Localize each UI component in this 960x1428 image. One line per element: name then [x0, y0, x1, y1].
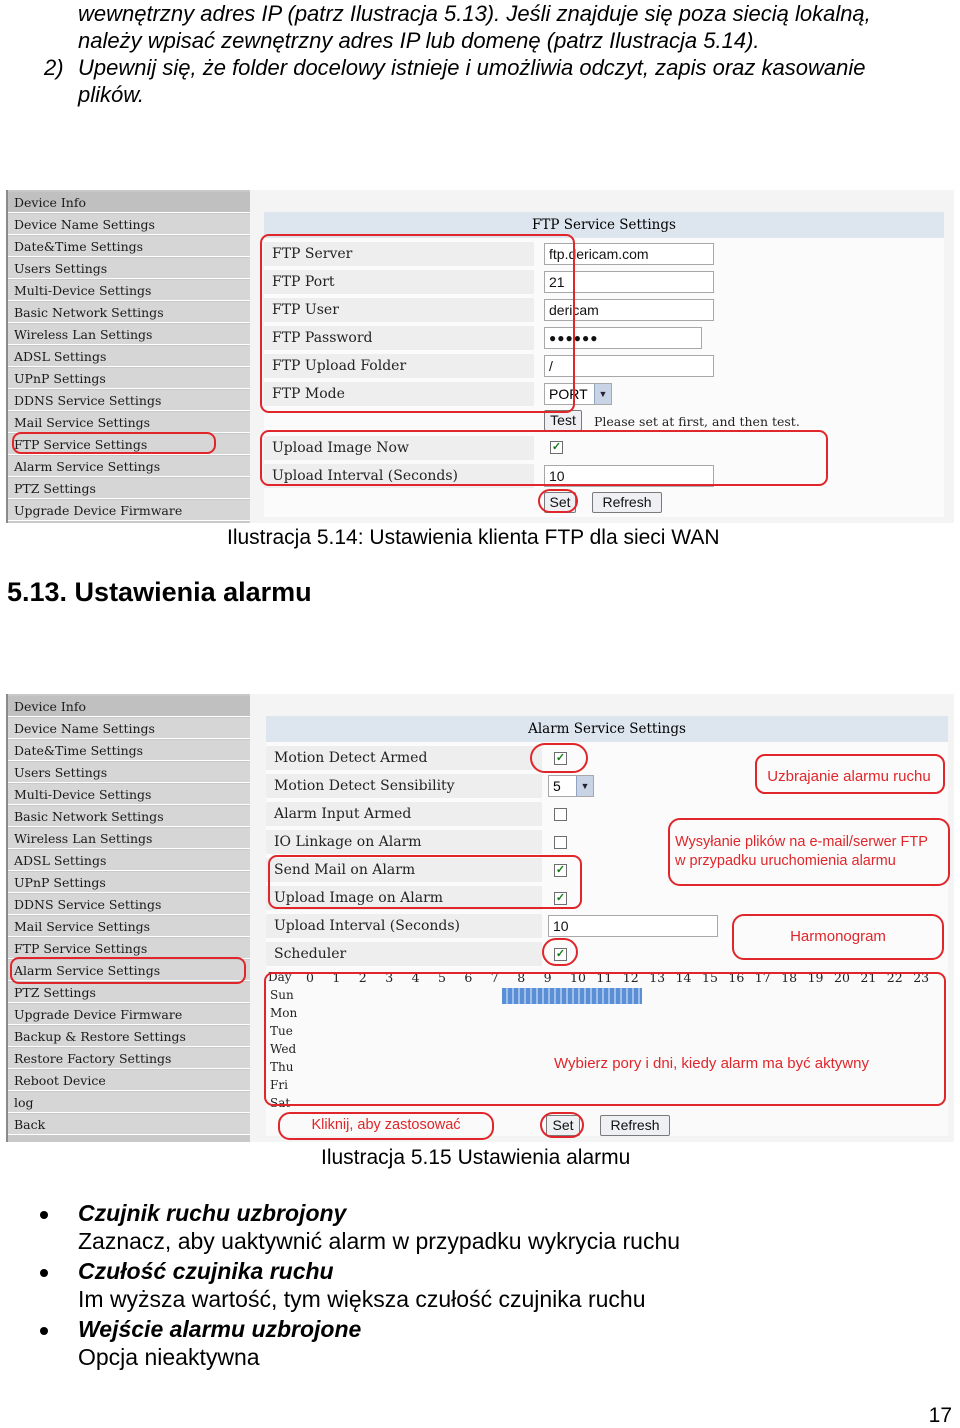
- sidebar-menu: [8, 190, 250, 523]
- highlight-upload-fields: [260, 430, 828, 486]
- caption-5-15: Ilustracja 5.15 Ustawienia alarmu: [321, 1146, 631, 1169]
- highlight-set-button: [540, 1112, 584, 1138]
- schedule-hour-9[interactable]: 9: [543, 970, 552, 985]
- sidebar-item-alarm[interactable]: Alarm Service Settings: [8, 960, 250, 981]
- intro-line-1: wewnętrzny adres IP (patrz Ilustracja 5.13). Jeśli znajduje się poza siecią lokalną,: [78, 1, 871, 26]
- bullet-icon: [40, 1211, 48, 1219]
- chevron-down-icon: ▼: [594, 384, 611, 404]
- ftp-password-label: FTP Password: [264, 326, 534, 350]
- day-fri[interactable]: Fri: [270, 1078, 288, 1092]
- sidebar-item-upgrade-firmware[interactable]: Upgrade Device Firmware: [8, 500, 250, 521]
- ftp-user-label: FTP User: [264, 298, 534, 322]
- send-mail-label: Send Mail on Alarm: [266, 858, 542, 882]
- annotation-sending-2: w przypadku uruchomienia alarmu: [675, 853, 896, 869]
- ftp-port-input[interactable]: 21: [544, 271, 714, 293]
- schedule-hour-16[interactable]: 16: [728, 970, 745, 985]
- sidebar-menu-2: [8, 694, 250, 1142]
- input-armed-checkbox[interactable]: [554, 808, 567, 821]
- caption-5-14: Ilustracja 5.14: Ustawienia klienta FTP dla sieci WAN: [227, 526, 720, 549]
- ftp-server-input[interactable]: ftp.dericam.com: [544, 243, 714, 265]
- send-mail-checkbox[interactable]: ✓: [555, 864, 566, 876]
- ftp-port-label: FTP Port: [264, 270, 534, 294]
- interval-input[interactable]: 10: [548, 915, 718, 937]
- sidebar-item-users[interactable]: Users Settings: [8, 258, 250, 279]
- panel-title: Alarm Service Settings: [266, 716, 948, 742]
- annotation-apply: Kliknij, aby zastosować: [311, 1117, 461, 1133]
- io-linkage-checkbox[interactable]: [554, 836, 567, 849]
- schedule-hour-20[interactable]: 20: [834, 970, 850, 985]
- schedule-hour-23[interactable]: 23: [913, 970, 930, 985]
- schedule-hour-10[interactable]: 10: [570, 970, 586, 985]
- day-wed[interactable]: Wed: [270, 1042, 297, 1056]
- ftp-user-input[interactable]: dericam: [544, 299, 714, 321]
- sidebar-item-device-info[interactable]: Device Info: [8, 192, 250, 213]
- ftp-folder-label: FTP Upload Folder: [264, 354, 534, 378]
- ftp-settings-screenshot: [6, 190, 954, 523]
- sidebar-item-backup-restore[interactable]: Backup & Restore Settings: [8, 1026, 250, 1047]
- schedule-hour-6[interactable]: 6: [464, 970, 473, 985]
- upload-interval-label: Upload Interval (Seconds): [264, 464, 534, 488]
- schedule-hour-0[interactable]: 0: [306, 970, 314, 985]
- io-linkage-label: IO Linkage on Alarm: [266, 830, 542, 854]
- schedule-hour-22[interactable]: 22: [886, 970, 903, 985]
- sidebar-item-multi-device[interactable]: Multi-Device Settings: [8, 784, 250, 805]
- highlight-ftp-menu: [12, 432, 216, 454]
- sidebar-item-users[interactable]: Users Settings: [8, 762, 250, 783]
- sidebar-item-device-info[interactable]: Device Info: [8, 696, 250, 717]
- test-button[interactable]: Test: [544, 410, 582, 431]
- sidebar-item-basic-network[interactable]: Basic Network Settings: [8, 806, 250, 827]
- scheduler-label: Scheduler: [266, 942, 542, 966]
- bullet-2-title: Czułość czujnika ruchu: [78, 1258, 334, 1284]
- section-heading: 5.13. Ustawienia alarmu: [7, 577, 312, 607]
- day-sun[interactable]: Sun: [270, 988, 294, 1002]
- sidebar-item-basic-network[interactable]: Basic Network Settings: [8, 302, 250, 323]
- highlight-send-upload: [268, 855, 582, 909]
- sensibility-select[interactable]: [548, 775, 594, 797]
- annotation-schedule: Harmonogram: [790, 928, 886, 945]
- ftp-mode-value: PORT: [549, 386, 588, 402]
- item-2-line-2: plików.: [78, 82, 145, 107]
- sidebar-item-log[interactable]: log: [8, 1092, 250, 1113]
- day-thu[interactable]: Thu: [270, 1060, 294, 1074]
- panel-title: FTP Service Settings: [264, 212, 944, 238]
- day-sat[interactable]: Sat: [270, 1096, 291, 1110]
- sidebar-item-wireless-lan[interactable]: Wireless Lan Settings: [8, 828, 250, 849]
- ftp-folder-input[interactable]: /: [544, 355, 714, 377]
- interval-label: Upload Interval (Seconds): [266, 914, 542, 938]
- schedule-hour-15[interactable]: 15: [702, 970, 718, 985]
- schedule-hour-18[interactable]: 18: [781, 970, 798, 985]
- sidebar-item-ddns[interactable]: DDNS Service Settings: [8, 894, 250, 915]
- upload-image-checkbox[interactable]: ✓: [555, 892, 566, 904]
- bullet-1-title: Czujnik ruchu uzbrojony: [78, 1200, 347, 1226]
- schedule-day-header: Day: [268, 970, 292, 984]
- schedule-hour-17[interactable]: 17: [754, 970, 771, 985]
- schedule-hour-11[interactable]: 11: [596, 970, 613, 985]
- sidebar-item-back[interactable]: Back: [8, 1114, 250, 1135]
- schedule-hour-4[interactable]: 4: [411, 970, 420, 985]
- sidebar-item-mail[interactable]: Mail Service Settings: [8, 412, 250, 433]
- set-button[interactable]: Set: [546, 1115, 580, 1136]
- ftp-server-label: FTP Server: [264, 242, 534, 266]
- highlight-ftp-fields: [260, 234, 575, 413]
- sensibility-label: Motion Detect Sensibility: [266, 774, 542, 798]
- sidebar-item-ftp[interactable]: FTP Service Settings: [8, 938, 250, 959]
- ftp-password-input[interactable]: ●●●●●●: [544, 327, 702, 349]
- sidebar-item-upnp[interactable]: UPnP Settings: [8, 368, 250, 389]
- schedule-hour-19[interactable]: 19: [807, 970, 824, 985]
- sensibility-value: 5: [553, 778, 561, 794]
- sidebar-item-ddns[interactable]: DDNS Service Settings: [8, 390, 250, 411]
- annotation-arming: Uzbrajanie alarmu ruchu: [767, 768, 931, 785]
- refresh-button[interactable]: Refresh: [592, 492, 662, 513]
- sidebar-item-device-name[interactable]: Device Name Settings: [8, 718, 250, 739]
- schedule-hour-12[interactable]: 12: [622, 970, 639, 985]
- sidebar-item-adsl[interactable]: ADSL Settings: [8, 346, 250, 367]
- sidebar-item-mail[interactable]: Mail Service Settings: [8, 916, 250, 937]
- highlight-alarm-menu: [10, 957, 246, 984]
- highlight-scheduler-checkbox: [542, 938, 578, 966]
- alarm-settings-screenshot: [6, 694, 954, 1142]
- sidebar-item-multi-device[interactable]: Multi-Device Settings: [8, 280, 250, 301]
- schedule-hour-2[interactable]: 2: [358, 970, 367, 985]
- upload-now-label: Upload Image Now: [264, 436, 534, 460]
- motion-armed-label: Motion Detect Armed: [266, 746, 542, 770]
- test-note: Please set at first, and then test.: [594, 414, 800, 429]
- annotation-choose: Wybierz pory i dni, kiedy alarm ma być aktywny: [554, 1055, 869, 1072]
- motion-armed-checkbox[interactable]: ✓: [555, 752, 566, 764]
- schedule-hour-3[interactable]: 3: [385, 970, 394, 985]
- day-tue[interactable]: Tue: [270, 1024, 293, 1038]
- sidebar-item-wireless-lan[interactable]: Wireless Lan Settings: [8, 324, 250, 345]
- sidebar-item-alarm[interactable]: Alarm Service Settings: [8, 456, 250, 477]
- sidebar-item-ptz[interactable]: PTZ Settings: [8, 478, 250, 499]
- day-mon[interactable]: Mon: [270, 1006, 298, 1020]
- bullet-icon: [40, 1269, 48, 1277]
- bullet-1-desc: Zaznacz, aby uaktywnić alarm w przypadku wykrycia ruchu: [78, 1228, 681, 1254]
- input-armed-label: Alarm Input Armed: [266, 802, 542, 826]
- sidebar-item-upnp[interactable]: UPnP Settings: [8, 872, 250, 893]
- item-2-number: 2): [44, 55, 64, 80]
- schedule-hour-7[interactable]: 7: [490, 970, 499, 985]
- schedule-hour-14[interactable]: 14: [675, 970, 692, 985]
- page-number: 17: [928, 1404, 952, 1427]
- item-2-line-1: Upewnij się, że folder docelowy istnieje i umożliwia odczyt, zapis oraz kasowanie: [78, 55, 866, 80]
- set-button[interactable]: Set: [544, 492, 576, 513]
- refresh-button[interactable]: Refresh: [600, 1115, 670, 1136]
- upload-image-label: Upload Image on Alarm: [266, 886, 542, 910]
- scheduler-checkbox[interactable]: ✓: [555, 948, 566, 960]
- annotation-sending-1: Wysyłanie plików na e-mail/serwer FTP: [675, 834, 928, 850]
- highlight-motion-checkbox: [530, 743, 588, 773]
- sidebar-item-adsl[interactable]: ADSL Settings: [8, 850, 250, 871]
- chevron-down-icon: ▼: [576, 776, 593, 796]
- sidebar-item-date-time[interactable]: Date&Time Settings: [8, 740, 250, 761]
- schedule-hour-13[interactable]: 13: [649, 970, 666, 985]
- bullet-2-desc: Im wyższa wartość, tym większa czułość czujnika ruchu: [78, 1286, 646, 1312]
- schedule-hour-21[interactable]: 21: [860, 970, 877, 985]
- sidebar-item-device-name[interactable]: Device Name Settings: [8, 214, 250, 235]
- sidebar-item-date-time[interactable]: Date&Time Settings: [8, 236, 250, 257]
- schedule-hour-1[interactable]: 1: [332, 970, 341, 985]
- upload-interval-input[interactable]: 10: [544, 465, 714, 487]
- sidebar-item-ftp[interactable]: FTP Service Settings: [8, 434, 250, 455]
- sidebar-item-reboot[interactable]: Reboot Device: [8, 1070, 250, 1091]
- upload-now-checkbox[interactable]: ✓: [551, 441, 562, 453]
- highlight-set-button: [538, 489, 578, 513]
- sidebar-item-upgrade-firmware[interactable]: Upgrade Device Firmware: [8, 1004, 250, 1025]
- bullet-icon: [40, 1327, 48, 1335]
- schedule-hour-8[interactable]: 8: [517, 970, 526, 985]
- sidebar-item-factory-restore[interactable]: Restore Factory Settings: [8, 1048, 250, 1069]
- sidebar-item-ptz[interactable]: PTZ Settings: [8, 982, 250, 1003]
- schedule-hour-5[interactable]: 5: [438, 970, 446, 985]
- intro-line-2: należy wpisać zewnętrzny adres IP lub domenę (patrz Ilustracja 5.14).: [78, 28, 760, 53]
- ftp-mode-label: FTP Mode: [264, 382, 534, 406]
- highlight-schedule-grid: [264, 972, 946, 1106]
- bullet-3-title: Wejście alarmu uzbrojone: [78, 1316, 362, 1342]
- bullet-3-desc: Opcja nieaktywna: [78, 1344, 260, 1370]
